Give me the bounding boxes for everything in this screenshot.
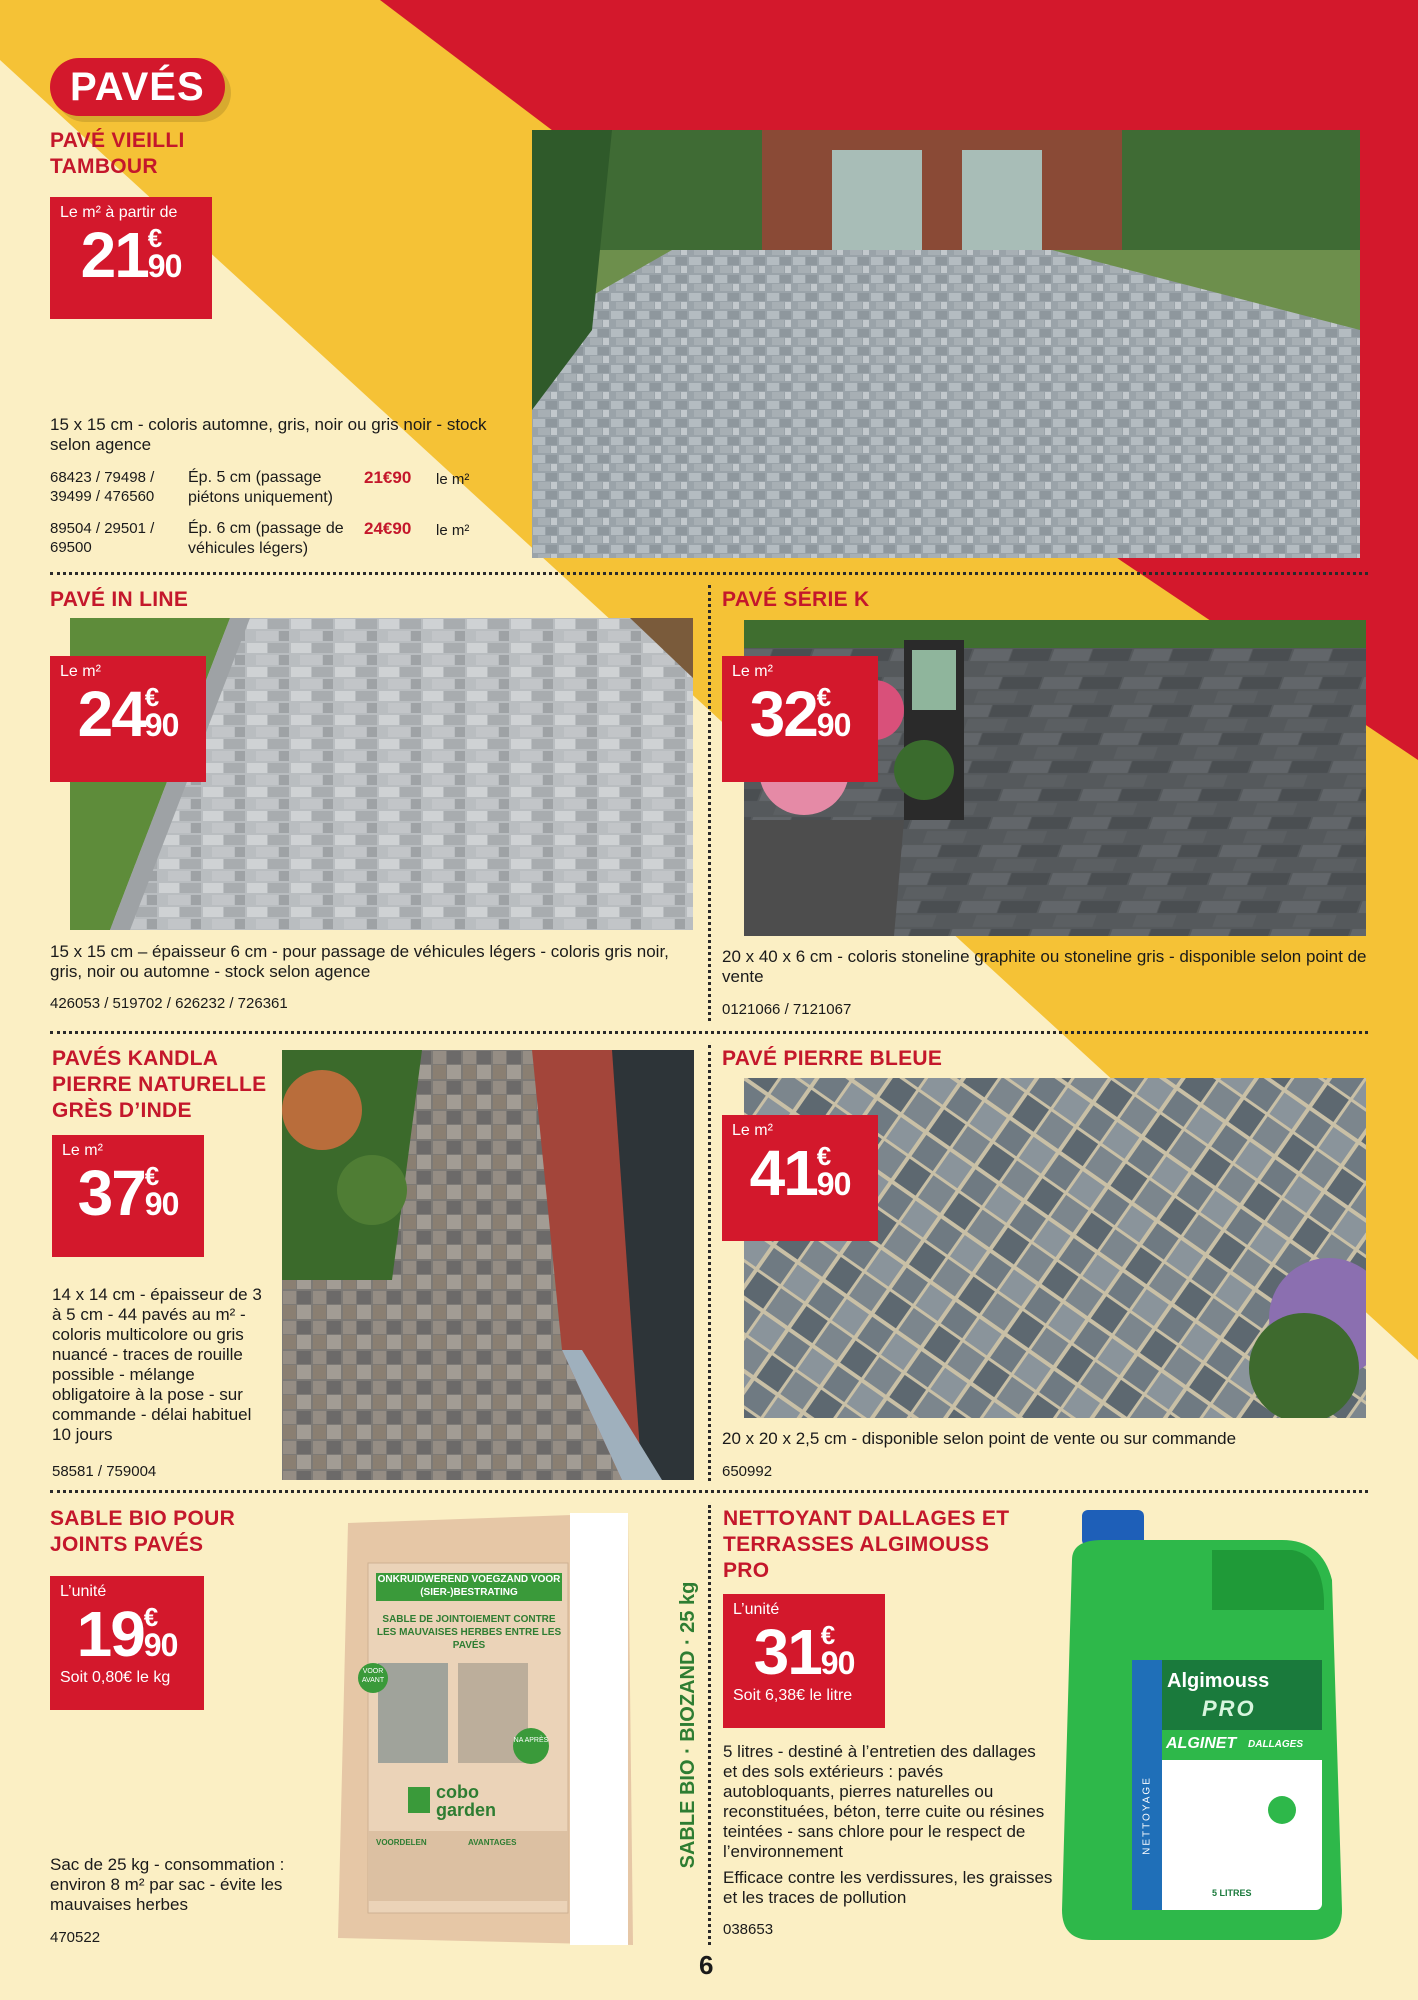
product-refs-inline: 426053 / 519702 / 626232 / 726361 (50, 995, 288, 1012)
product-description-sable: Sac de 25 kg - consommation : environ 8 m² par sac - évite les mauvaises herbes (50, 1855, 285, 1914)
product-description-seriek: 20 x 40 x 6 cm - coloris stoneline graphite ou stoneline gris - disponible selon point de vente (722, 947, 1367, 986)
bag-advantages-1: VOORDELEN (376, 1838, 427, 1847)
divider-vertical (708, 585, 711, 1021)
product-title-inline: PAVÉ IN LINE (50, 588, 189, 611)
variant-price: 21€90 (364, 468, 412, 487)
variant-thickness: Ép. 5 cm (passage piétons uniquement) (188, 469, 333, 506)
price-decimal: 90 (820, 1645, 855, 1681)
price-box-vieilli (50, 197, 212, 319)
product-title-sable: SABLE BIO POUR JOINTS PAVÉS (50, 1507, 236, 1556)
product-title-seriek: PAVÉ SÉRIE K (722, 588, 870, 611)
divider (50, 1490, 1368, 1493)
product-refs-sable: 470522 (50, 1929, 101, 1946)
price-per-litre: Soit 6,38€ le litre (733, 1687, 853, 1704)
product-refs-pierrebleue: 650992 (722, 1463, 773, 1480)
product-description-kandla: 14 x 14 cm - épaisseur de 3 à 5 cm - 44 pavés au m² - coloris multicolore ou gris nuancé - traces de rouille possible - mélange obligatoire à la pose - sur commande - délai habituel 10 jours (52, 1285, 262, 1444)
price-integer: 41 (749, 1137, 817, 1209)
price-label: L’unité (733, 1601, 780, 1618)
product-description-nettoyant: 5 litres - destiné à l’entretien des dallages et des sols extérieurs : pavés autobloquants, pierres naturelles ou reconstituées, béton, terre cuite ou résines teintées - sans chlore pour le respect de l’environnement (723, 1742, 1045, 1861)
price-box-pierrebleue (722, 1115, 878, 1241)
bottle-brand-pro: PRO (1202, 1696, 1256, 1721)
variant-thickness: Ép. 6 cm (passage de véhicules légers) (188, 520, 344, 557)
currency-symbol: € (816, 682, 832, 712)
variant-refs: 68423 / 79498 / 39499 / 476560 (50, 469, 155, 505)
price-integer: 32 (749, 678, 817, 750)
bottle-side-label: NETTOYAGE (1141, 1776, 1153, 1855)
product-description-pierrebleue: 20 x 20 x 2,5 cm - disponible selon point de vente ou sur commande (722, 1429, 1237, 1448)
bag-brand-logo (408, 1783, 528, 1819)
price-decimal: 90 (816, 707, 851, 743)
divider (50, 572, 1368, 575)
divider-vertical (708, 1505, 711, 1945)
product-title-nettoyant: NETTOYANT DALLAGES ET TERRASSES ALGIMOUSS PRO (723, 1507, 1010, 1582)
product-title-pierrebleue: PAVÉ PIERRE BLEUE (722, 1047, 943, 1070)
price-label: Le m² (60, 663, 101, 680)
price-integer: 37 (77, 1157, 145, 1229)
bottle-image (1062, 1510, 1346, 1940)
bag-side-label: SABLE BIO · BIOZAND · 25 kg (677, 1581, 699, 1869)
price-per-kg: Soit 0,80€ le kg (60, 1669, 171, 1686)
product-description-inline: 15 x 15 cm – épaisseur 6 cm - pour passage de véhicules légers - coloris gris noir, gris, noir ou automne - stock selon agence (50, 942, 669, 981)
price-integer: 19 (76, 1598, 144, 1670)
price-box-kandla (52, 1135, 204, 1257)
currency-symbol: € (144, 682, 160, 712)
photo-driveway-vieilli (532, 130, 1360, 558)
price-label: Le m² (732, 663, 773, 680)
price-label: Le m² (62, 1142, 103, 1159)
currency-symbol: € (147, 223, 163, 253)
section-tag: PAVÉS (50, 58, 225, 116)
bag-after: NA APRÈS (513, 1728, 549, 1764)
variant-row (50, 468, 520, 512)
photo-kandla (282, 1050, 694, 1480)
price-decimal: 90 (144, 707, 179, 743)
bottle-brand: Algimouss (1167, 1670, 1270, 1692)
page-number: 6 (699, 1950, 714, 1980)
bag-brand: cobo garden (436, 1782, 497, 1820)
price-box-nettoyant (723, 1594, 885, 1728)
product-description2-nettoyant: Efficace contre les verdissures, les graisses et les traces de pollution (723, 1868, 1053, 1907)
price-box-inline (50, 656, 206, 782)
currency-symbol: € (144, 1161, 160, 1191)
price-integer: 31 (753, 1616, 821, 1688)
bag-before: VOOR AVANT (358, 1663, 388, 1693)
product-refs-kandla: 58581 / 759004 (52, 1463, 157, 1480)
bag-advantages-2: AVANTAGES (468, 1838, 517, 1847)
divider (50, 1031, 1368, 1034)
price-integer: 24 (77, 678, 145, 750)
price-decimal: 90 (144, 1186, 179, 1222)
product-title-vieilli: PAVÉ VIEILLI TAMBOUR (50, 129, 185, 178)
price-label: Le m² à partir de (60, 204, 178, 221)
divider-vertical (708, 1045, 711, 1481)
currency-symbol: € (816, 1141, 832, 1171)
bottle-product-2: DALLAGES (1248, 1739, 1303, 1750)
price-integer: 21 (80, 219, 148, 291)
currency-symbol: € (143, 1602, 159, 1632)
variant-refs: 89504 / 29501 / 69500 (50, 520, 155, 556)
product-title-kandla: PAVÉS KANDLA PIERRE NATURELLE GRÈS D’INDE (52, 1047, 267, 1122)
product-refs-nettoyant: 038653 (723, 1921, 774, 1938)
bag-label-1: ONKRUIDWEREND VOEGZAND VOOR (SIER-)BESTRATING (376, 1573, 562, 1601)
bottle-volume: 5 LITRES (1212, 1888, 1252, 1898)
price-box-seriek (722, 656, 878, 782)
currency-symbol: € (820, 1620, 836, 1650)
bottle-product: ALGINET (1166, 1735, 1237, 1752)
price-label: Le m² (732, 1122, 773, 1139)
price-label: L’unité (60, 1583, 107, 1600)
variant-unit: le m² (436, 522, 470, 539)
variant-price: 24€90 (364, 519, 412, 538)
bag-label-2: SABLE DE JOINTOIEMENT CONTRE LES MAUVAISES HERBES ENTRE LES PAVÉS (376, 1614, 562, 1651)
price-decimal: 90 (143, 1627, 178, 1663)
variant-row (50, 519, 520, 563)
price-decimal: 90 (816, 1166, 851, 1202)
product-refs-seriek: 0121066 / 7121067 (722, 1001, 852, 1018)
price-decimal: 90 (147, 248, 182, 284)
price-box-sable (50, 1576, 204, 1710)
variant-unit: le m² (436, 471, 470, 488)
product-description-vieilli: 15 x 15 cm - coloris automne, gris, noir ou gris noir - stock selon agence (50, 415, 487, 454)
sand-bag-image (338, 1513, 699, 1945)
